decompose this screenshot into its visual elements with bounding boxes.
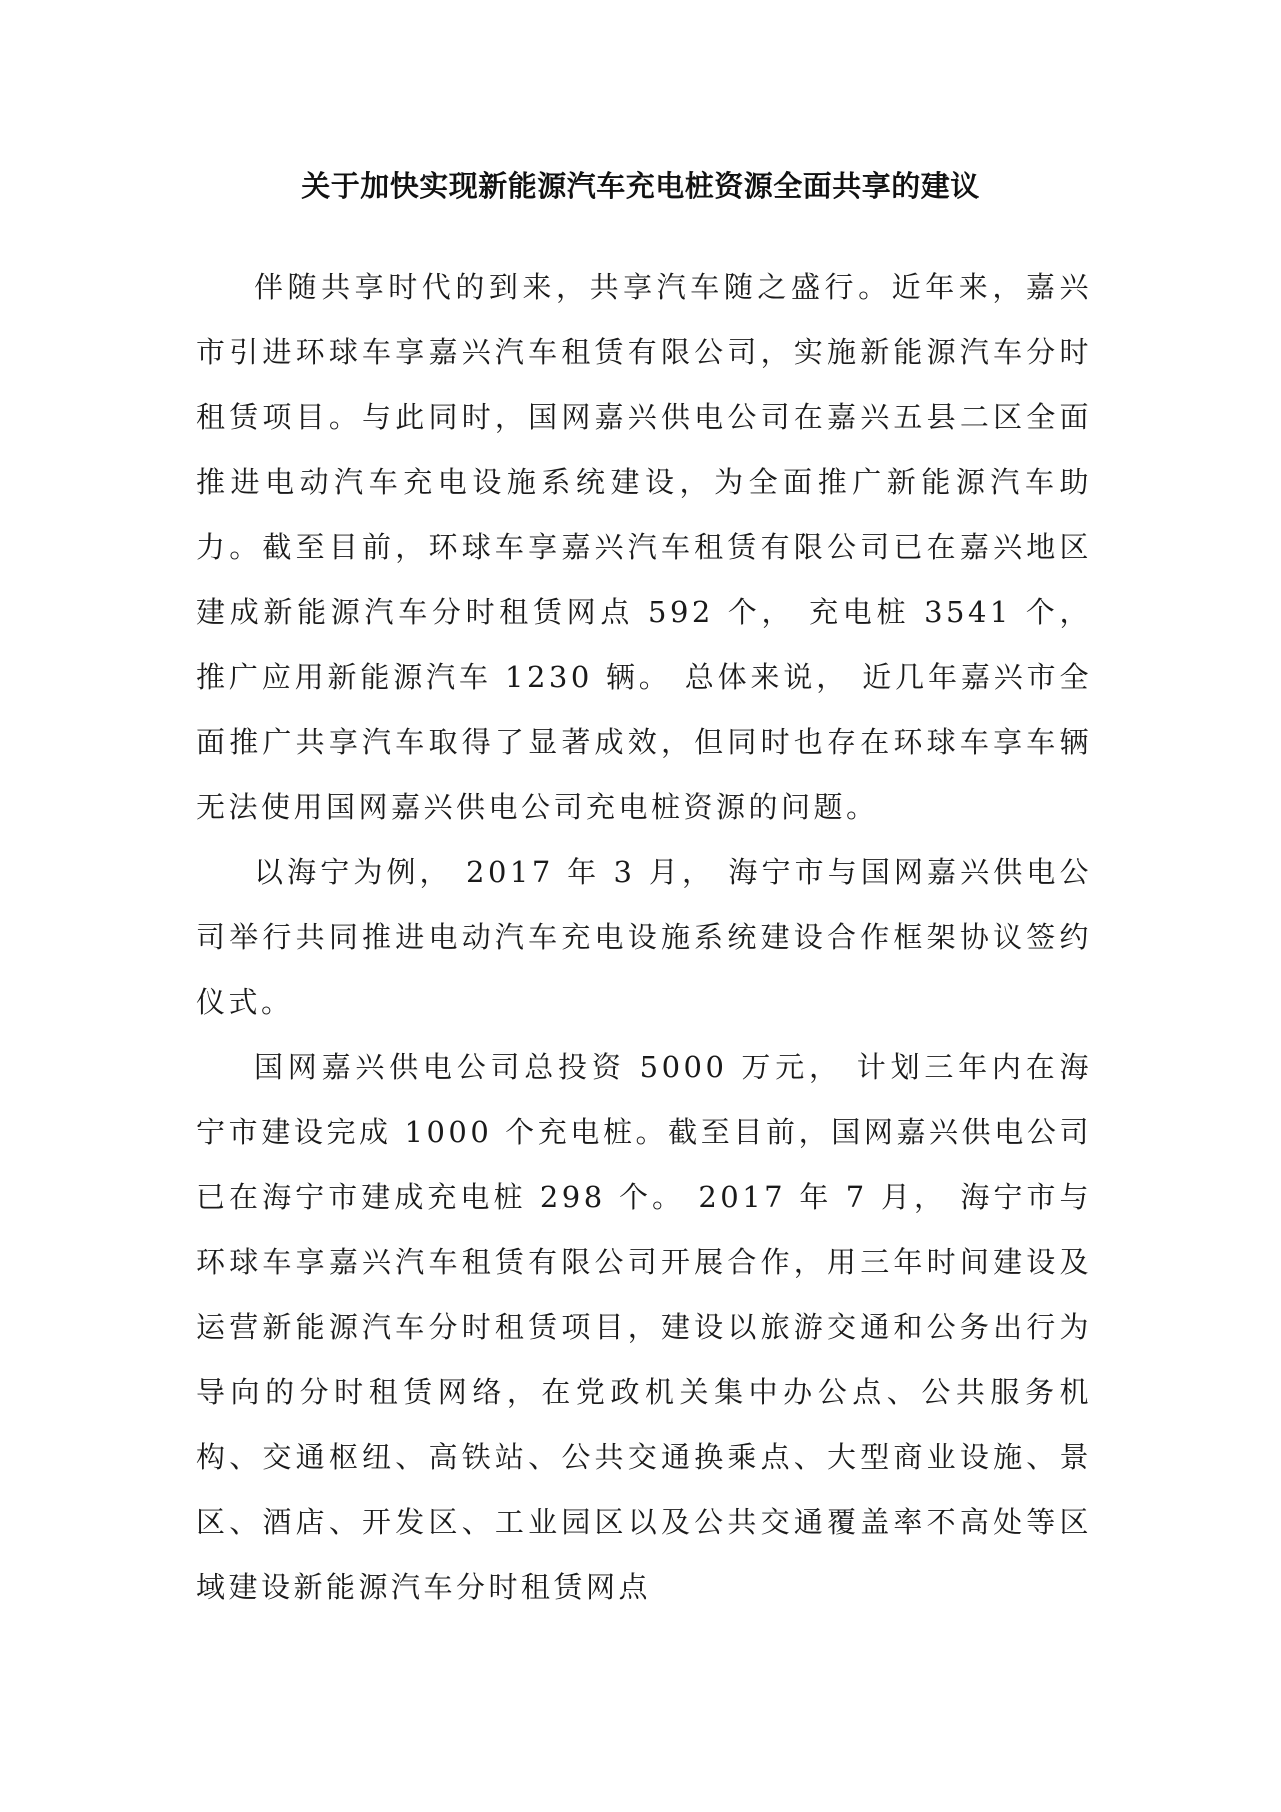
paragraph-intro: 伴随共享时代的到来，共享汽车随之盛行。近年来，嘉兴市引进环球车享嘉兴汽车租赁有限公司，实施新能源汽车分时租赁项目。与此同时，国网嘉兴供电公司在嘉兴五县二区全面推进电动汽车充电设施系统建设，为全面推广新能源汽车助力。截至目前，环球车享嘉兴汽车租赁有限公司已在嘉兴地区建成新能源汽车分时租赁网点 592 个， 充电桩 3541 个， 推广应用新能源汽车 1230 辆。 总体来说， 近几年嘉兴市全面推广共享汽车取得了显著成效，但同时也存在环球车享车辆无法使用国网嘉兴供电公司充电桩资源的问题。	[196, 270, 1092, 824]
paragraph-haining-example: 以海宁为例， 2017 年 3 月， 海宁市与国网嘉兴供电公司举行共同推进电动汽车充电设施系统建设合作框架协议签约仪式。	[196, 855, 1092, 1019]
document-body	[196, 255, 1092, 1620]
paragraph-investment: 国网嘉兴供电公司总投资 5000 万元， 计划三年内在海宁市建设完成 1000 个充电桩。截至目前，国网嘉兴供电公司已在海宁市建成充电桩 298 个。 2017 年 7 月， 海宁市与环球车享嘉兴汽车租赁有限公司开展合作，用三年时间建设及运营新能源汽车分时租赁项目，建设以旅游交通和公务出行为导向的分时租赁网络，在党政机关集中办公点、公共服务机构、交通枢纽、高铁站、公共交通换乘点、大型商业设施、景区、酒店、开发区、工业园区以及公共交通覆盖率不高处等区域建设新能源汽车分时租赁网点	[196, 1050, 1092, 1604]
document-title: 关于加快实现新能源汽车充电桩资源全面共享的建议	[301, 169, 980, 203]
